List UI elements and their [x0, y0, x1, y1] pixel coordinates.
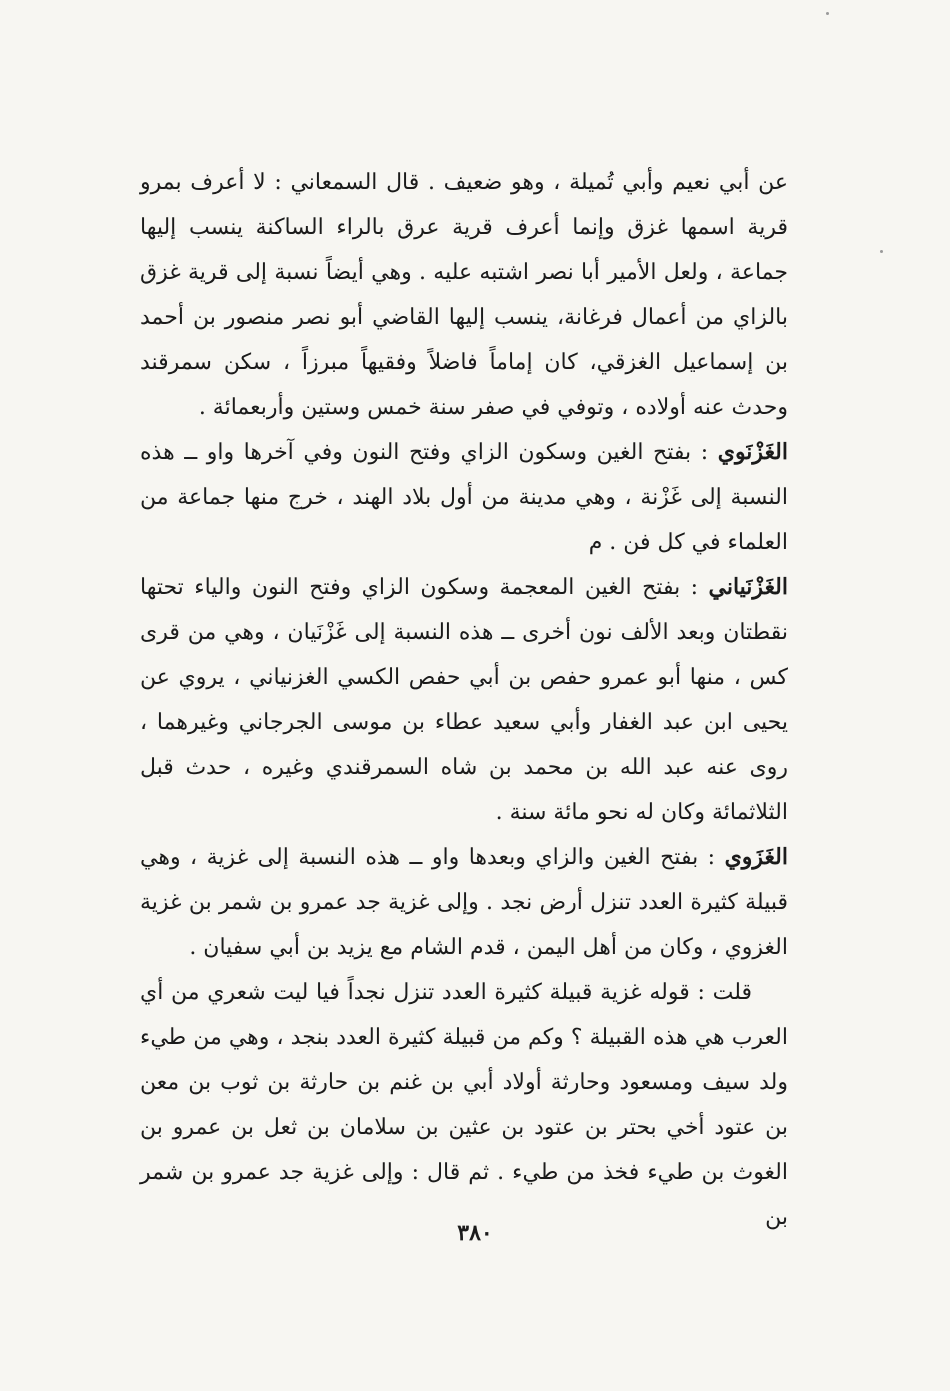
paragraph-text: عن أبي نعيم وأبي تُميلة ، وهو ضعيف . قال السمعاني : لا أعرف بمرو قرية اسمها غزق وإنما أعرف قرية عرق بالراء الساكنة ينسب إليها جماعة ، ولعل الأمير أبا نصر اشتبه عليه . وهي أيضاً نسبة إلى قرية غزق بالزاي من أعمال فرغانة، ينسب إليها القاضي أبو نصر منصور بن أحمد بن إسماعيل الغزقي، كان إماماً فاضلاً وفقيهاً مبرزاً ، سكن سمرقند وحدث عنه أولاده ، وتوفي في صفر سنة خمس وستين وأربعمائة . — [140, 170, 788, 420]
entry-text: : بفتح الغين المعجمة وسكون الزاي وفتح النون والياء تحتها نقطتان وبعد الألف نون أخرى ــ هذه النسبة إلى غَزْنَيان ، وهي من قرى كس ، منها أبو عمرو حفص بن أبي حفص الكسي الغزنياني ، يروي عن يحيى ابن عبد الغفار وأبي سعيد عطاء بن موسى الجرجاني وغيرهما ، روى عنه عبد الله بن محمد بن شاه السمرقندي وغيره ، حدث قبل الثلاثمائة وكان له نحو مائة سنة . — [140, 575, 789, 825]
scan-speck — [880, 250, 883, 253]
entry-paragraph — [140, 835, 788, 970]
entry-headword: الغَزَوي — [724, 844, 788, 870]
body-text — [140, 160, 788, 1240]
paragraph-text: قلت : قوله غزية قبيلة كثيرة العدد تنزل نجداً فيا ليت شعري من أي العرب هي هذه القبيلة ؟ وكم من قبيلة كثيرة العدد بنجد ، وهي من طيء ولد سيف ومسعود وحارثة أولاد أبي بن غنم بن حارثة بن ثوب بن معن بن عتود أخي بحتر بن عتود بن عثين بن سلامان بن ثعل بن عمرو بن الغوث بن طيء فخذ من طيء . ثم قال : وإلى غزية جد عمرو بن شمر بن — [140, 980, 788, 1230]
entry-text: : بفتح الغين وسكون الزاي وفتح النون وفي آخرها واو ــ هذه النسبة إلى غَزْنة ، وهي مدينة من أول بلاد الهند ، خرج منها جماعة من العلماء في كل فن . م — [140, 440, 788, 555]
entry-paragraph — [140, 565, 788, 835]
commentary-paragraph — [140, 970, 788, 1240]
entry-paragraph — [140, 430, 788, 565]
entry-text: : بفتح الغين والزاي وبعدها واو ــ هذه النسبة إلى غزية ، وهي قبيلة كثيرة العدد تنزل أرض نجد . وإلى غزية جد عمرو بن شمر بن غزية الغزوي ، وكان من أهل اليمن ، قدم الشام مع يزيد بن أبي سفيان . — [140, 845, 788, 960]
entry-headword: الغَزْنَياني — [708, 574, 788, 600]
scan-speck — [826, 12, 829, 15]
page-number: ٣٨٠ — [457, 1220, 493, 1246]
paragraph — [140, 160, 788, 430]
entry-headword: الغَزْنَوي — [717, 439, 788, 465]
